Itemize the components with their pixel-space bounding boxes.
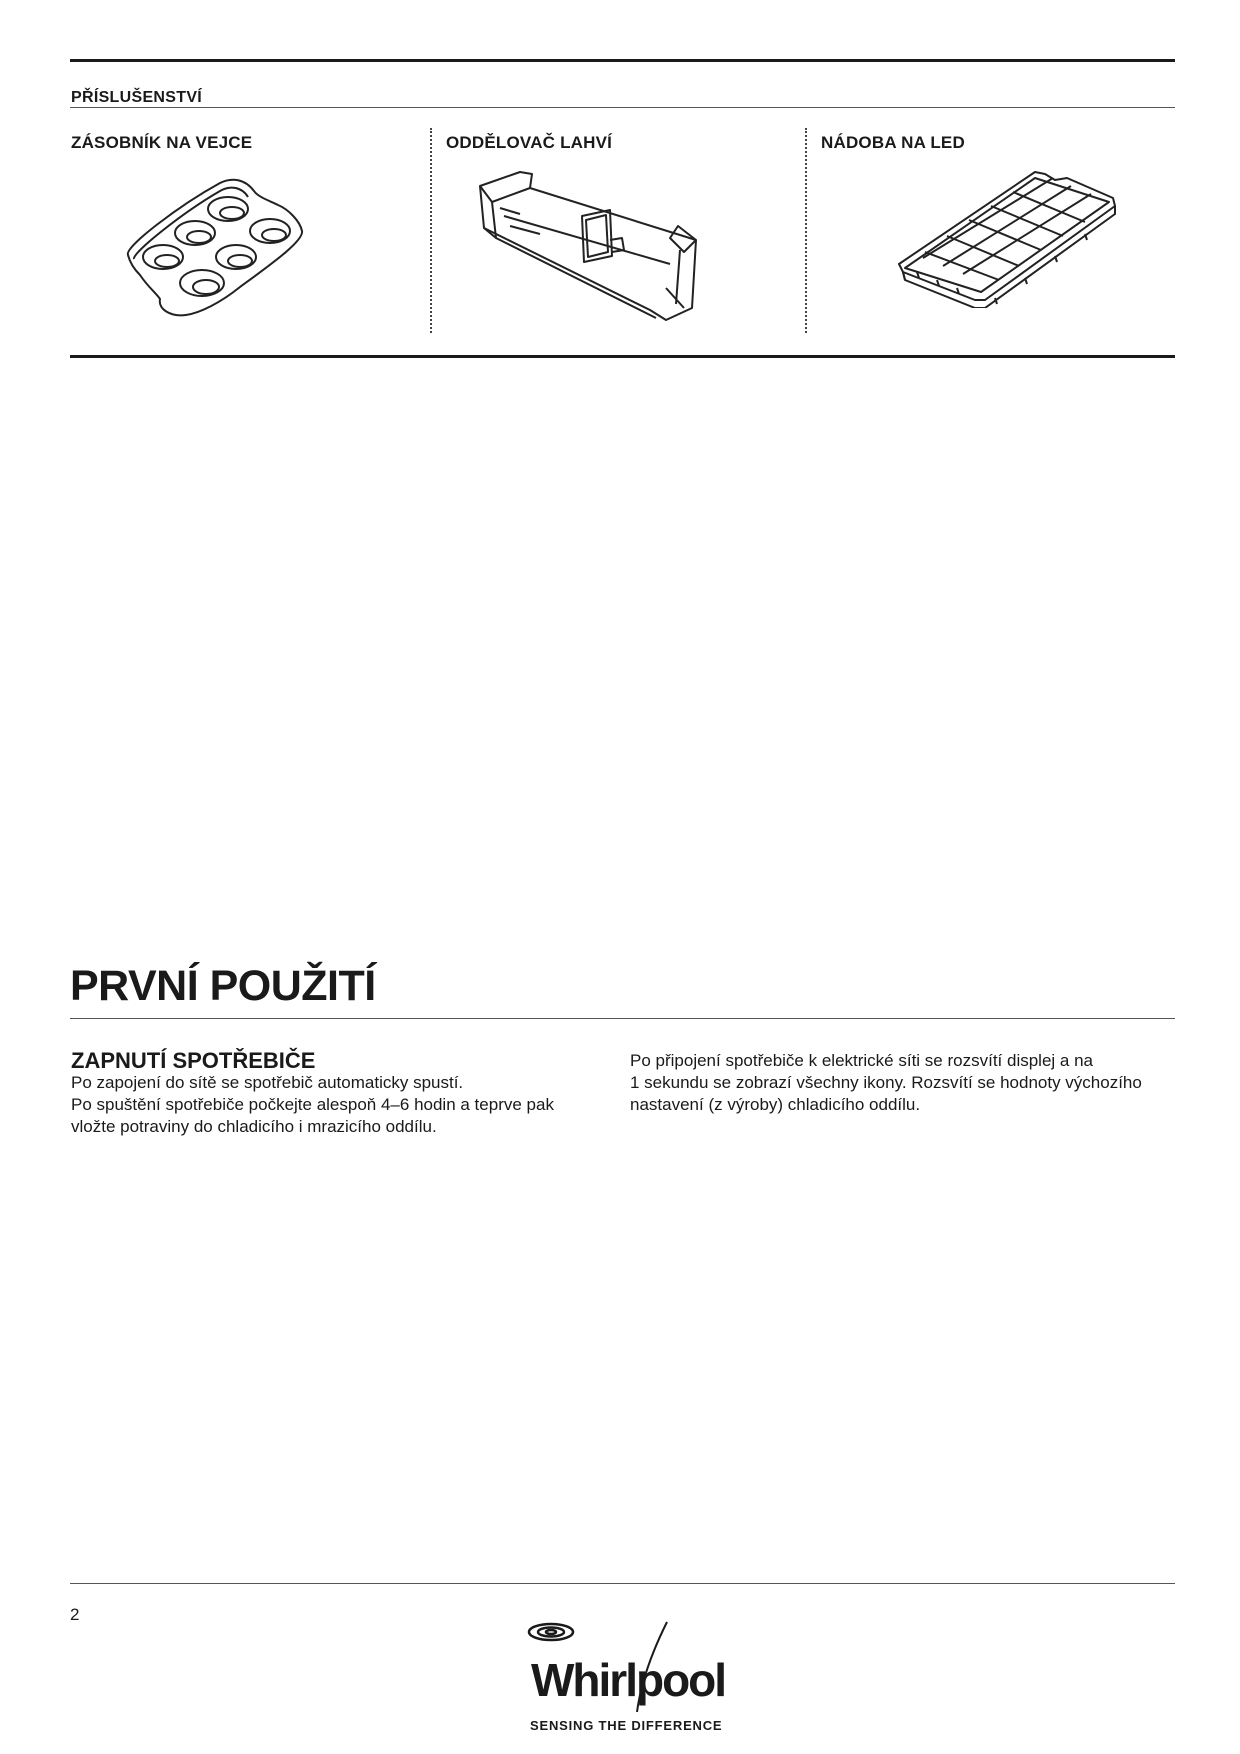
section-divider bbox=[70, 107, 1175, 108]
top-rule bbox=[70, 59, 1175, 62]
footer-rule bbox=[70, 1583, 1175, 1584]
title-divider bbox=[70, 1018, 1175, 1019]
page-number: 2 bbox=[70, 1605, 80, 1624]
brand-tagline: SENSING THE DIFFERENCE bbox=[530, 1718, 723, 1733]
accessory-title-bottle-divider: ODDĚLOVAČ LAHVÍ bbox=[446, 133, 613, 152]
right-paragraph-line: 1 sekundu se zobrazí všechny ikony. Rozsvítí se hodnoty výchozího bbox=[630, 1073, 1142, 1092]
left-paragraph-line: vložte potraviny do chladicího i mrazicího oddílu. bbox=[71, 1117, 437, 1136]
bottle-divider-icon bbox=[470, 168, 710, 323]
left-paragraph-line: Po spuštění spotřebiče počkejte alespoň 4–6 hodin a teprve pak bbox=[71, 1095, 554, 1114]
right-paragraph-line: Po připojení spotřebiče k elektrické síti se rozsvítí displej a na bbox=[630, 1051, 1093, 1070]
right-paragraph-line: nastavení (z výroby) chladicího oddílu. bbox=[630, 1095, 921, 1114]
column-separator bbox=[430, 128, 432, 333]
column-separator bbox=[805, 128, 807, 333]
left-paragraph-line: Po zapojení do sítě se spotřebič automaticky spustí. bbox=[71, 1073, 464, 1092]
svg-text:Whirlpool: Whirlpool bbox=[531, 1654, 725, 1706]
section-label-accessories: PŘÍSLUŠENSTVÍ bbox=[71, 89, 203, 106]
section-subtitle: ZAPNUTÍ SPOTŘEBIČE bbox=[71, 1048, 316, 1073]
accessory-title-ice-tray: NÁDOBA NA LED bbox=[821, 133, 965, 152]
accessories-bottom-rule bbox=[70, 355, 1175, 358]
left-paragraph bbox=[71, 1072, 554, 1138]
egg-tray-icon bbox=[120, 175, 320, 325]
right-paragraph bbox=[630, 1050, 1142, 1116]
ice-tray-icon bbox=[895, 168, 1120, 308]
page-title: PRVNÍ POUŽITÍ bbox=[70, 962, 376, 1010]
accessory-title-egg-tray: ZÁSOBNÍK NA VEJCE bbox=[71, 133, 253, 152]
